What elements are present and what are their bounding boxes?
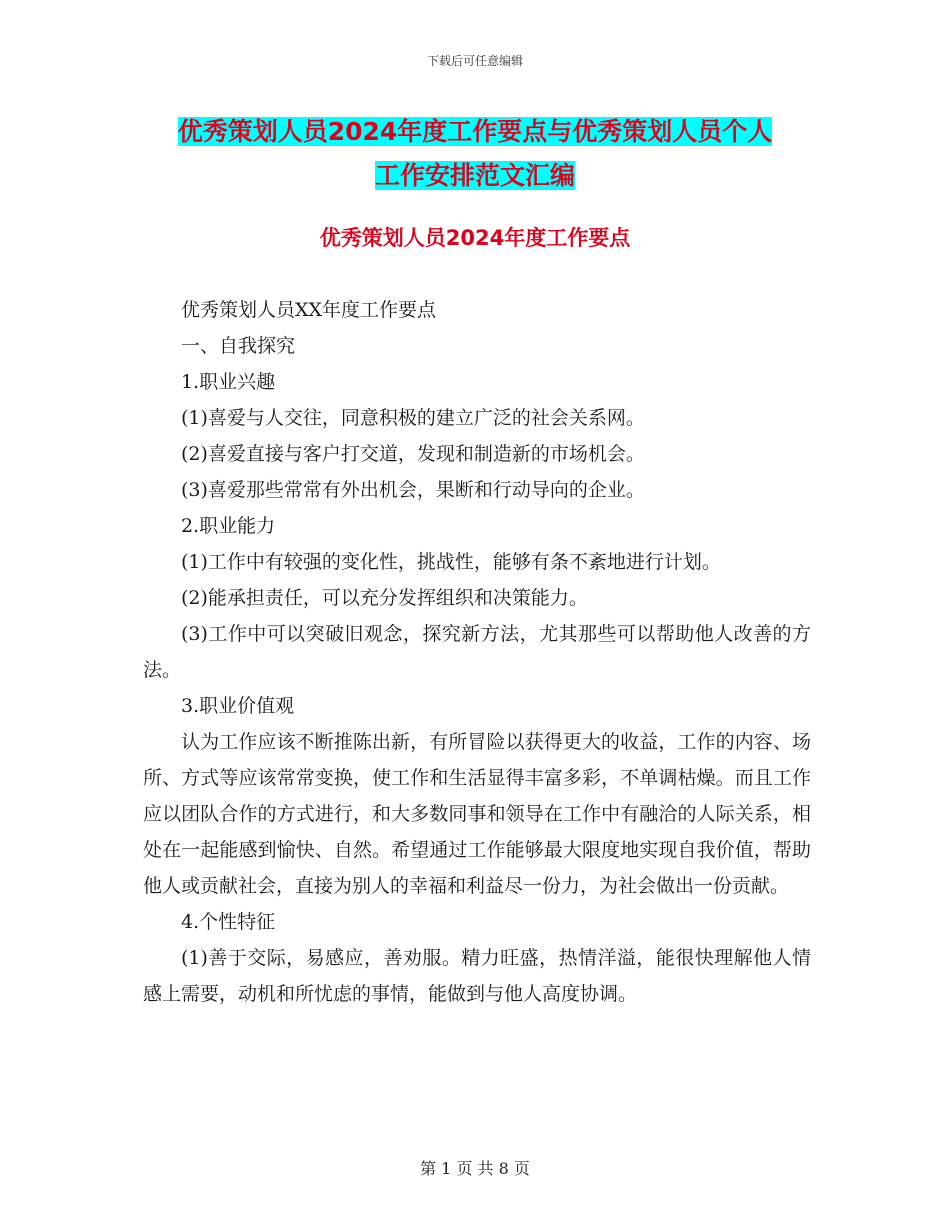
paragraph: (2)能承担责任，可以充分发挥组织和决策能力。: [181, 587, 588, 609]
paragraph: (1)工作中有较强的变化性，挑战性，能够有条不紊地进行计划。: [181, 551, 721, 573]
paragraph: (3)工作中可以突破旧观念，探究新方法，尤其那些可以帮助他人改善的方法。: [143, 623, 811, 681]
paragraph: (1)善于交际，易感应，善劝服。精力旺盛，热情洋溢，能很快理解他人情感上需要，动机和所忧虑的事情，能做到与他人高度协调。: [143, 947, 811, 1005]
document-title: [140, 110, 810, 198]
document-title-line-2: 工作安排范文汇编: [374, 161, 575, 190]
document-title-line-1: 优秀策划人员2024年度工作要点与优秀策划人员个人: [177, 117, 773, 146]
paragraph: 优秀策划人员XX年度工作要点: [181, 299, 437, 321]
paragraph: 一、自我探究: [181, 335, 296, 357]
paragraph: 2.职业能力: [181, 515, 276, 537]
page-footer: 第 1 页 共 8 页: [420, 1159, 530, 1178]
document-body: [143, 292, 811, 1012]
paragraph: 4.个性特征: [181, 911, 276, 933]
paragraph: (2)喜爱直接与客户打交道，发现和制造新的市场机会。: [181, 443, 645, 465]
paragraph: 1.职业兴趣: [181, 371, 276, 393]
paragraph: (3)喜爱那些常常有外出机会，果断和行动导向的企业。: [181, 479, 645, 501]
section-title: 优秀策划人员2024年度工作要点: [319, 226, 631, 250]
header-note: 下载后可任意编辑: [426, 54, 523, 68]
paragraph: (1)喜爱与人交往，同意积极的建立广泛的社会关系网。: [181, 407, 645, 429]
paragraph: 3.职业价值观: [181, 695, 295, 717]
paragraph: 认为工作应该不断推陈出新，有所冒险以获得更大的收益，工作的内容、场所、方式等应该常常变换，使工作和生活显得丰富多彩，不单调枯燥。而且工作应以团队合作的方式进行，和大多数同事和领导在工作中有融洽的人际关系，相处在一起能感到愉快、自然。希望通过工作能够最大限度地实现自我价值，帮助他人或贡献社会，直接为别人的幸福和利益尽一份力，为社会做出一份贡献。: [143, 731, 811, 897]
